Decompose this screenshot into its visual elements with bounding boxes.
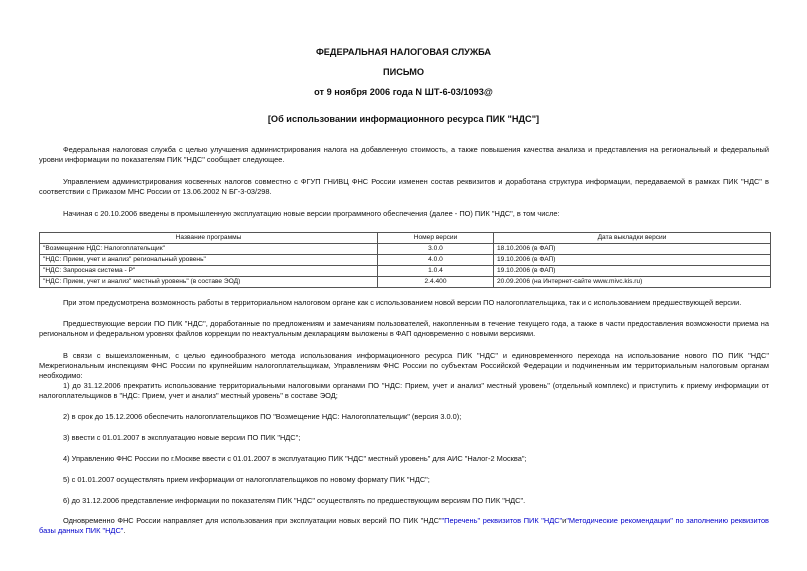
- program-date: 19.10.2006 (в ФАП): [494, 266, 771, 277]
- table-row: [40, 255, 771, 266]
- paragraph-5: Предшествующие версии ПО ПИК "НДС", доработанные по предложениям и замечаниям пользователей, накопленным в течение текущего года, а также в части предоставления возможности приема на региональном и федеральном уровнях файлов коррекции по неактуальным декларациям выложены в ФАП одновременно с новыми версиями.: [39, 319, 769, 338]
- final-text-c: .: [123, 526, 126, 535]
- program-version: 4.0.0: [378, 255, 494, 266]
- metodicheskie-link[interactable]: "Методические рекомендации" по заполнению реквизитов базы данных ПИК "НДС": [39, 516, 769, 535]
- final-text-a: Одновременно ФНС России направляет для использования при эксплуатации новых версий ПО ПИК "НДС": [63, 516, 442, 525]
- table-row: [40, 277, 771, 288]
- table-header-row: [40, 233, 771, 244]
- intro-paragraph-1: Федеральная налоговая служба с целью улучшения администрирования налога на добавленную стоимость, а также повышения качества анализа и представления на региональный и федеральный уровни информации по показателям ПИК "НДС" сообщает следующее.: [39, 145, 769, 164]
- list-item-3: 3) ввести с 01.01.2007 в эксплуатацию новые версии ПО ПИК "НДС";: [63, 433, 301, 442]
- list-item-4: 4) Управлению ФНС России по г.Москве ввести с 01.01.2007 в эксплуатацию ПИК "НДС" местный уровень" для АИС "Налог-2 Москва";: [63, 454, 527, 463]
- intro-paragraph-3: Начиная с 20.10.2006 введены в промышленную эксплуатацию новые версии программного обеспечения (далее - ПО) ПИК "НДС", в том числе:: [63, 209, 560, 218]
- table-row: [40, 266, 771, 277]
- program-version: 3.0.0: [378, 244, 494, 255]
- agency-title: ФЕДЕРАЛЬНАЯ НАЛОГОВАЯ СЛУЖБА: [315, 47, 492, 57]
- list-item-5: 5) с 01.01.2007 осуществлять прием информации от налогоплательщиков по новому формату ПИК "НДС";: [63, 475, 430, 484]
- final-paragraph: [39, 516, 769, 536]
- column-header-date: Дата выкладки версии: [494, 233, 771, 244]
- doc-subject: [Об использовании информационного ресурса ПИК "НДС"]: [267, 114, 540, 124]
- intro-paragraph-2: Управлением администрирования косвенных налогов совместно с ФГУП ГНИВЦ ФНС России изменен состав реквизитов и доработана структура информации, передаваемой в рамках ПИК "НДС" в соответствии с Приказом МНС России от 13.06.2002 N БГ-3-03/298.: [39, 177, 769, 196]
- programs-table: [39, 232, 771, 288]
- column-header-version: Номер версии: [378, 233, 494, 244]
- program-name: "НДС: Прием, учет и анализ" местный уровень" (в составе ЭОД): [40, 277, 378, 288]
- list-item-1: 1) до 31.12.2006 прекратить использование территориальными налоговыми органами ПО "НДС: Прием, учет и анализ" местный уровень" (отдельный комплекс) и приступить к приему информации от налогоплательщиков в "НДС: Прием, учет и анализ" местный уровень" в составе ЭОД;: [39, 381, 769, 400]
- doc-date-number: от 9 ноября 2006 года N ШТ-6-03/1093@: [314, 87, 493, 97]
- perechen-link[interactable]: "Перечень" реквизитов ПИК "НДС": [441, 516, 563, 525]
- program-version: 1.0.4: [378, 266, 494, 277]
- table-row: [40, 244, 771, 255]
- program-version: 2.4.400: [378, 277, 494, 288]
- paragraph-6: В связи с вышеизложенным, с целью единообразного метода использования информационного ресурса ПИК "НДС" и единовременного перехода на использование нового ПО ПИК "НДС" Межрегиональным инспекциям ФНС России по крупнейшим налогоплательщикам, Управлениям ФНС России по субъектам Российской Федерации и подчиненным им территориальным налоговым органам необходимо:: [39, 351, 769, 380]
- program-date: 19.10.2006 (в ФАП): [494, 255, 771, 266]
- final-text-b: и: [562, 516, 567, 525]
- doc-type: ПИСЬМО: [382, 67, 425, 77]
- program-date: 18.10.2006 (в ФАП): [494, 244, 771, 255]
- program-name: "НДС: Прием, учет и анализ" региональный уровень": [40, 255, 378, 266]
- list-item-6: 6) до 31.12.2006 представление информации по показателям ПИК "НДС" осуществлять по предшествующим версиям ПО ПИК "НДС".: [63, 496, 526, 505]
- program-name: "НДС: Запросная система - Р": [40, 266, 378, 277]
- program-date: 20.09.2006 (на Интернет-сайте www.mivc.kis.ru): [494, 277, 771, 288]
- paragraph-4: При этом предусмотрена возможность работы в территориальном налоговом органе как с использованием новой версии ПО налогоплательщика, так и с использованием предшествующей версии.: [63, 298, 742, 307]
- program-name: "Возмещение НДС: Налогоплательщик": [40, 244, 378, 255]
- list-item-2: 2) в срок до 15.12.2006 обеспечить налогоплательщиков ПО "Возмещение НДС: Налогоплательщик" (версия 3.0.0);: [63, 412, 462, 421]
- column-header-name: Название программы: [40, 233, 378, 244]
